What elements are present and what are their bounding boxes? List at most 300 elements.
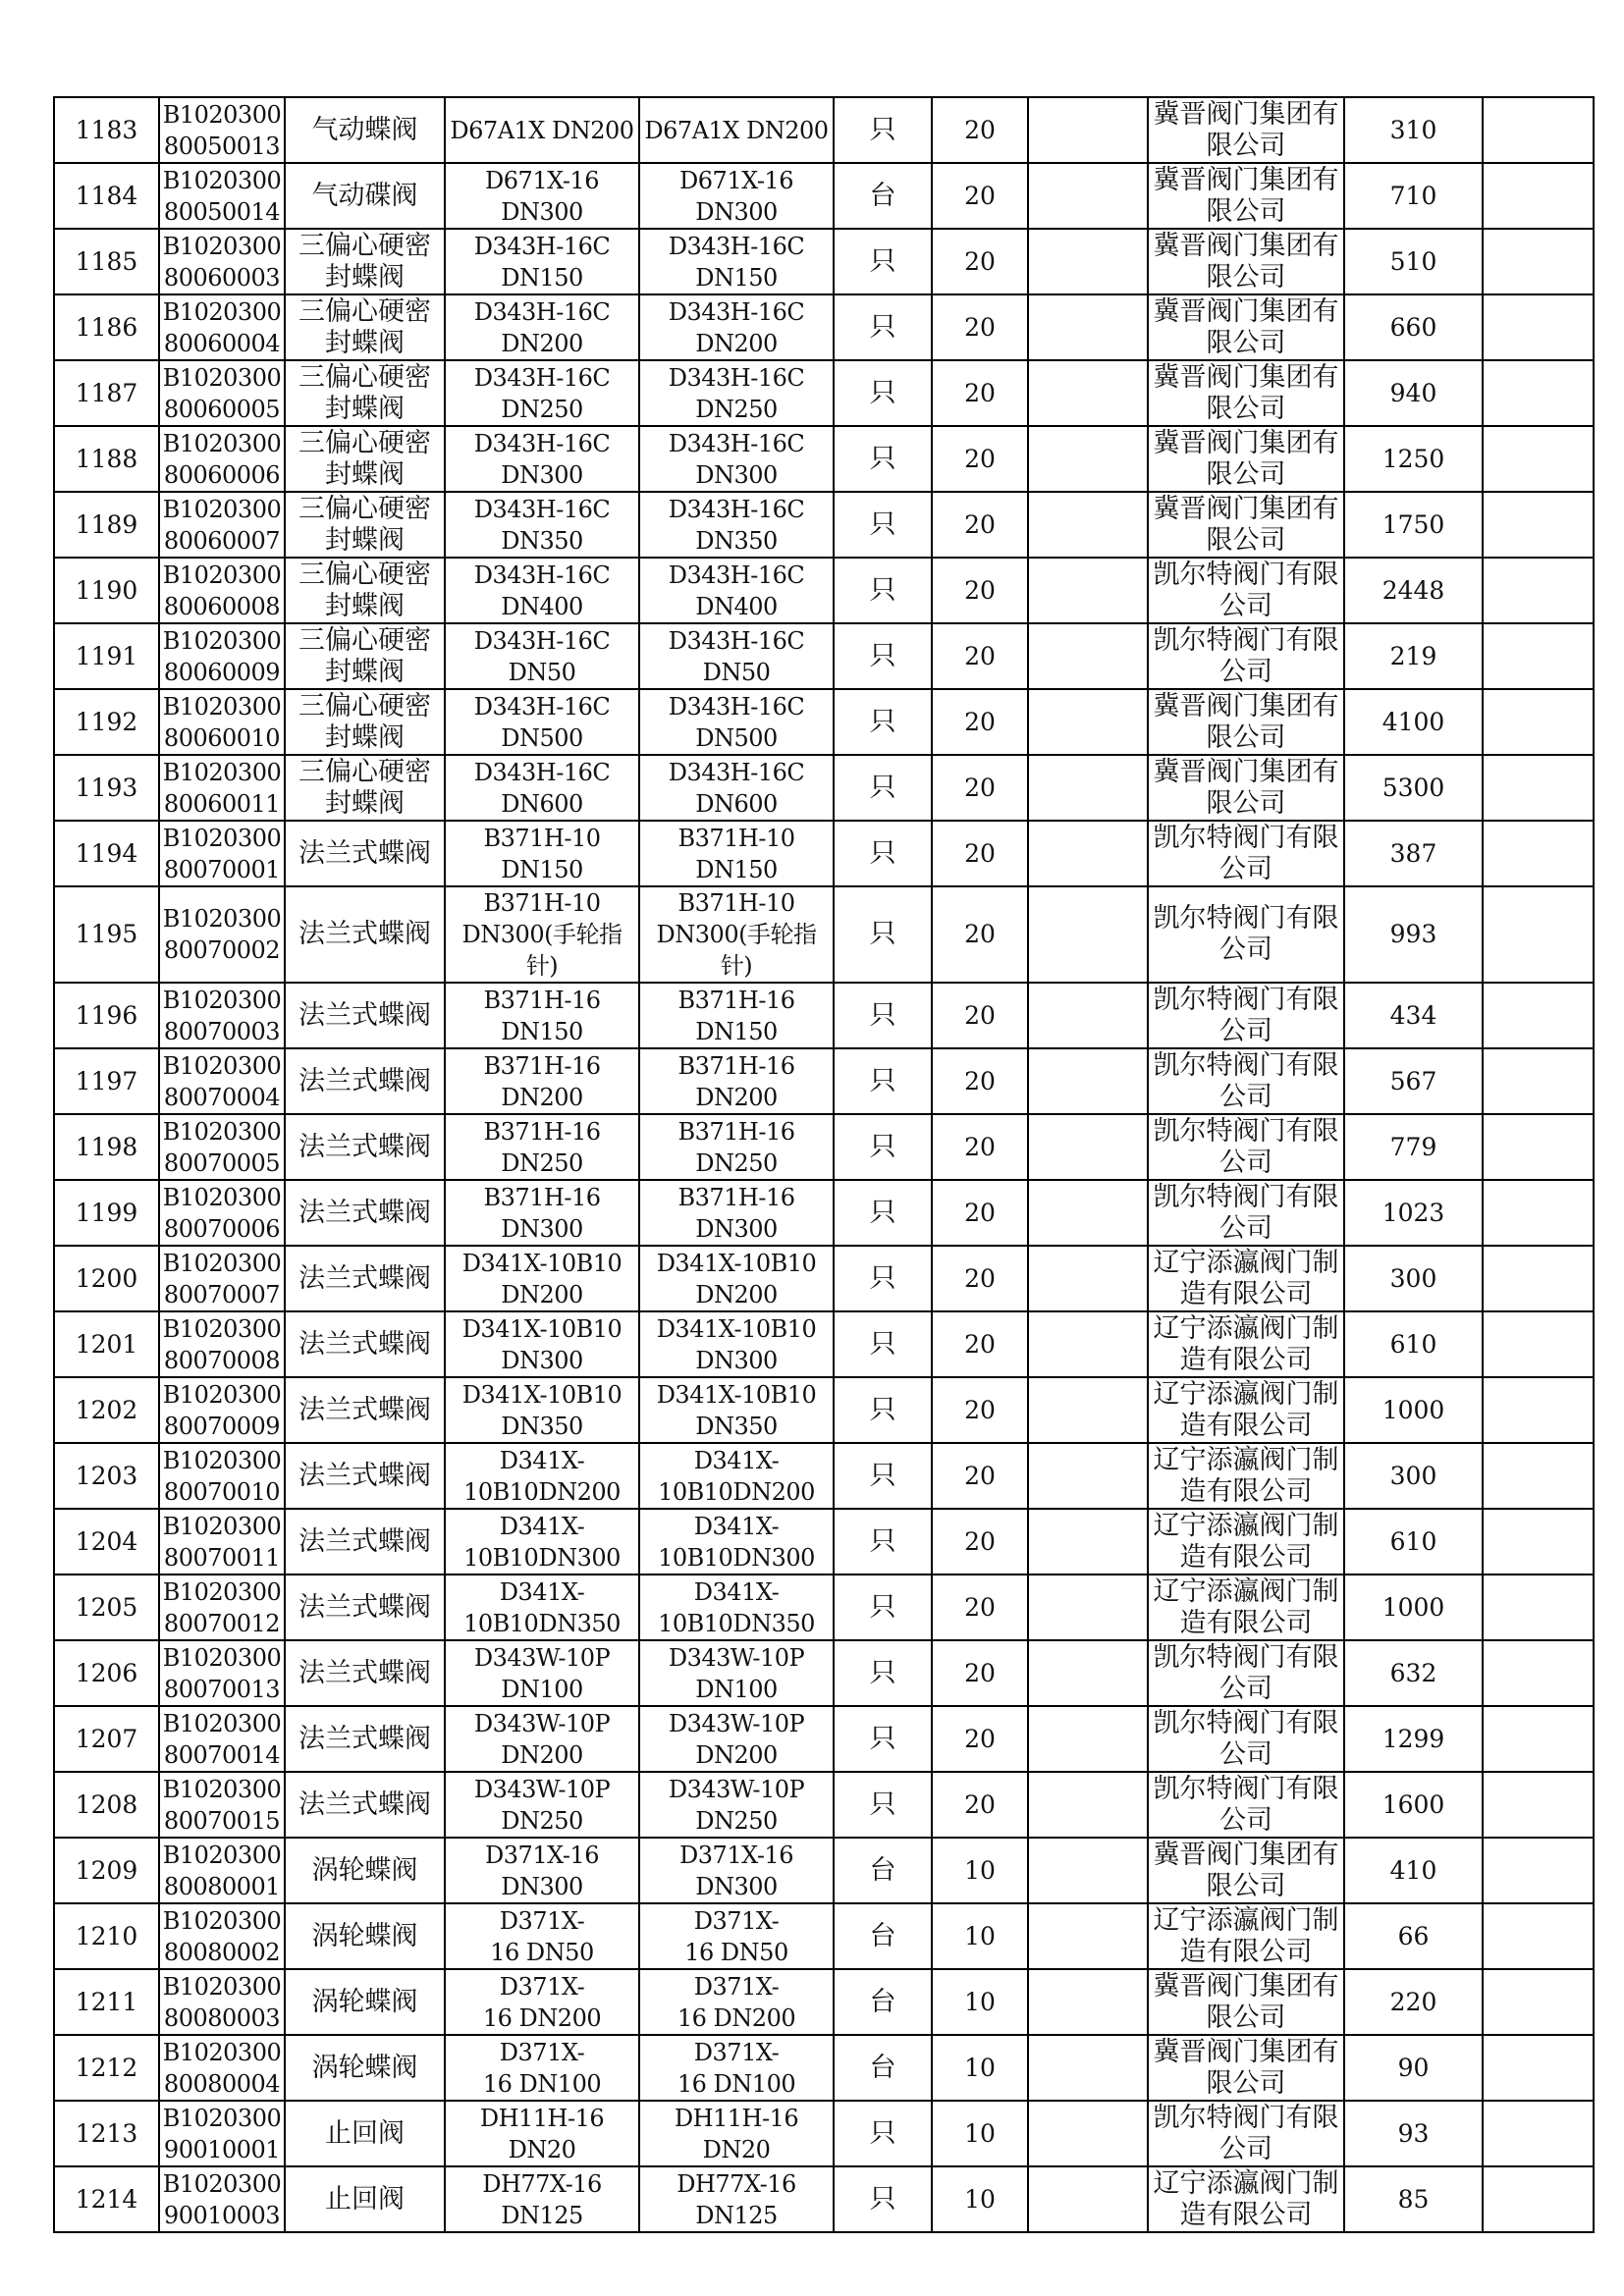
extra-cell [1483, 983, 1594, 1048]
quantity-cell: 20 [932, 426, 1028, 492]
item-name-cell: 三偏心硬密 封蝶阀 [285, 360, 445, 426]
item-name-cell: 法兰式蝶阀 [285, 1640, 445, 1706]
supplier-cell: 辽宁添瀛阀门制 造有限公司 [1148, 1311, 1344, 1377]
item-name-cell: 涡轮蝶阀 [285, 1903, 445, 1969]
extra-cell [1483, 623, 1594, 689]
material-code-cell: B1020300 80050014 [159, 163, 285, 229]
extra-cell [1483, 2035, 1594, 2101]
extra-cell [1483, 1575, 1594, 1640]
table-row [54, 2101, 1594, 2166]
item-name-cell: 三偏心硬密 封蝶阀 [285, 492, 445, 558]
unit-cell: 只 [834, 689, 932, 755]
spec-cell: D371X- 16 DN100 [445, 2035, 639, 2101]
row-number-cell: 1211 [54, 1969, 159, 2035]
table-row [54, 689, 1594, 755]
price-cell: 1250 [1344, 426, 1483, 492]
material-code-cell: B1020300 80070005 [159, 1114, 285, 1180]
supplier-cell: 凯尔特阀门有限 公司 [1148, 1706, 1344, 1772]
note-cell [1028, 689, 1148, 755]
extra-cell [1483, 1246, 1594, 1311]
unit-cell: 只 [834, 426, 932, 492]
unit-cell: 只 [834, 1377, 932, 1443]
material-code-cell: B1020300 80070012 [159, 1575, 285, 1640]
material-code-cell: B1020300 80070015 [159, 1772, 285, 1838]
quantity-cell: 20 [932, 558, 1028, 623]
extra-cell [1483, 229, 1594, 294]
supplier-cell: 冀晋阀门集团有 限公司 [1148, 163, 1344, 229]
unit-cell: 只 [834, 821, 932, 886]
supplier-cell: 冀晋阀门集团有 限公司 [1148, 1969, 1344, 2035]
model-cell: B371H-16 DN150 [639, 983, 834, 1048]
extra-cell [1483, 1640, 1594, 1706]
table-row [54, 1048, 1594, 1114]
extra-cell [1483, 1311, 1594, 1377]
quantity-cell: 20 [932, 689, 1028, 755]
spec-cell: D341X-10B10 DN350 [445, 1377, 639, 1443]
item-name-cell: 气动碟阀 [285, 163, 445, 229]
price-cell: 1299 [1344, 1706, 1483, 1772]
spec-cell: D343H-16C DN200 [445, 294, 639, 360]
table-row [54, 1903, 1594, 1969]
quantity-cell: 20 [932, 229, 1028, 294]
price-cell: 387 [1344, 821, 1483, 886]
material-code-cell: B1020300 80080001 [159, 1838, 285, 1903]
spec-cell: B371H-16 DN250 [445, 1114, 639, 1180]
spec-cell: D67A1X DN200 [445, 97, 639, 163]
table-row [54, 426, 1594, 492]
supplier-cell: 凯尔特阀门有限 公司 [1148, 1048, 1344, 1114]
supplier-cell: 冀晋阀门集团有 限公司 [1148, 2035, 1344, 2101]
unit-cell: 只 [834, 1706, 932, 1772]
row-number-cell: 1204 [54, 1509, 159, 1575]
extra-cell [1483, 294, 1594, 360]
note-cell [1028, 1048, 1148, 1114]
table-row [54, 1311, 1594, 1377]
material-code-cell: B1020300 80060007 [159, 492, 285, 558]
supplier-cell: 辽宁添瀛阀门制 造有限公司 [1148, 1443, 1344, 1509]
row-number-cell: 1188 [54, 426, 159, 492]
table-row [54, 821, 1594, 886]
model-cell: D371X-16 DN300 [639, 1838, 834, 1903]
unit-cell: 台 [834, 1838, 932, 1903]
item-name-cell: 法兰式蝶阀 [285, 1180, 445, 1246]
price-cell: 940 [1344, 360, 1483, 426]
item-name-cell: 法兰式蝶阀 [285, 1443, 445, 1509]
quantity-cell: 20 [932, 1246, 1028, 1311]
price-cell: 710 [1344, 163, 1483, 229]
price-cell: 779 [1344, 1114, 1483, 1180]
extra-cell [1483, 1772, 1594, 1838]
extra-cell [1483, 1180, 1594, 1246]
extra-cell [1483, 1377, 1594, 1443]
quantity-cell: 20 [932, 1180, 1028, 1246]
table-row [54, 1969, 1594, 2035]
table-row [54, 1772, 1594, 1838]
note-cell [1028, 821, 1148, 886]
extra-cell [1483, 492, 1594, 558]
model-cell: D343W-10P DN100 [639, 1640, 834, 1706]
unit-cell: 只 [834, 2101, 932, 2166]
item-name-cell: 三偏心硬密 封蝶阀 [285, 623, 445, 689]
spec-cell: D343H-16C DN350 [445, 492, 639, 558]
price-cell: 66 [1344, 1903, 1483, 1969]
row-number-cell: 1195 [54, 886, 159, 983]
extra-cell [1483, 1838, 1594, 1903]
material-code-cell: B1020300 80060010 [159, 689, 285, 755]
material-code-cell: B1020300 80060008 [159, 558, 285, 623]
extra-cell [1483, 2101, 1594, 2166]
quantity-cell: 20 [932, 755, 1028, 821]
item-name-cell: 三偏心硬密 封蝶阀 [285, 755, 445, 821]
extra-cell [1483, 97, 1594, 163]
note-cell [1028, 1377, 1148, 1443]
price-cell: 610 [1344, 1311, 1483, 1377]
quantity-cell: 10 [932, 2101, 1028, 2166]
item-name-cell: 三偏心硬密 封蝶阀 [285, 426, 445, 492]
spec-cell: D343H-16C DN300 [445, 426, 639, 492]
quantity-cell: 20 [932, 1114, 1028, 1180]
material-code-cell: B1020300 80080003 [159, 1969, 285, 2035]
model-cell: DH77X-16 DN125 [639, 2166, 834, 2232]
model-cell: D67A1X DN200 [639, 97, 834, 163]
quantity-cell: 20 [932, 1706, 1028, 1772]
unit-cell: 只 [834, 1575, 932, 1640]
item-name-cell: 三偏心硬密 封蝶阀 [285, 229, 445, 294]
material-code-cell: B1020300 80060004 [159, 294, 285, 360]
supplier-cell: 辽宁添瀛阀门制 造有限公司 [1148, 1903, 1344, 1969]
quantity-cell: 20 [932, 1443, 1028, 1509]
item-name-cell: 止回阀 [285, 2101, 445, 2166]
quantity-cell: 20 [932, 492, 1028, 558]
material-code-cell: B1020300 80070002 [159, 886, 285, 983]
quantity-cell: 20 [932, 1772, 1028, 1838]
material-code-cell: B1020300 80060009 [159, 623, 285, 689]
note-cell [1028, 558, 1148, 623]
model-cell: D341X-10B10 DN350 [639, 1377, 834, 1443]
note-cell [1028, 1640, 1148, 1706]
quantity-cell: 20 [932, 886, 1028, 983]
row-number-cell: 1183 [54, 97, 159, 163]
table-row [54, 2166, 1594, 2232]
spec-cell: D341X- 10B10DN200 [445, 1443, 639, 1509]
material-code-cell: B1020300 80070009 [159, 1377, 285, 1443]
item-name-cell: 法兰式蝶阀 [285, 886, 445, 983]
table-row [54, 558, 1594, 623]
row-number-cell: 1186 [54, 294, 159, 360]
supplier-cell: 冀晋阀门集团有 限公司 [1148, 294, 1344, 360]
item-name-cell: 止回阀 [285, 2166, 445, 2232]
material-code-cell: B1020300 90010003 [159, 2166, 285, 2232]
unit-cell: 只 [834, 1640, 932, 1706]
material-code-cell: B1020300 80070011 [159, 1509, 285, 1575]
price-cell: 2448 [1344, 558, 1483, 623]
price-cell: 1750 [1344, 492, 1483, 558]
price-cell: 567 [1344, 1048, 1483, 1114]
price-cell: 90 [1344, 2035, 1483, 2101]
price-cell: 310 [1344, 97, 1483, 163]
supplier-cell: 辽宁添瀛阀门制 造有限公司 [1148, 1575, 1344, 1640]
price-cell: 85 [1344, 2166, 1483, 2232]
supplier-cell: 冀晋阀门集团有 限公司 [1148, 426, 1344, 492]
row-number-cell: 1200 [54, 1246, 159, 1311]
spec-cell: D343W-10P DN100 [445, 1640, 639, 1706]
note-cell [1028, 1772, 1148, 1838]
model-cell: D341X- 10B10DN200 [639, 1443, 834, 1509]
price-cell: 1000 [1344, 1377, 1483, 1443]
price-cell: 1000 [1344, 1575, 1483, 1640]
note-cell [1028, 426, 1148, 492]
row-number-cell: 1203 [54, 1443, 159, 1509]
item-name-cell: 法兰式蝶阀 [285, 1706, 445, 1772]
note-cell [1028, 1575, 1148, 1640]
model-cell: D341X- 10B10DN300 [639, 1509, 834, 1575]
unit-cell: 只 [834, 1509, 932, 1575]
supplier-cell: 辽宁添瀛阀门制 造有限公司 [1148, 2166, 1344, 2232]
supplier-cell: 冀晋阀门集团有 限公司 [1148, 492, 1344, 558]
spec-cell: D341X-10B10 DN200 [445, 1246, 639, 1311]
model-cell: D343H-16C DN250 [639, 360, 834, 426]
table-row [54, 1246, 1594, 1311]
row-number-cell: 1201 [54, 1311, 159, 1377]
spec-cell: D371X-16 DN300 [445, 1838, 639, 1903]
item-name-cell: 法兰式蝶阀 [285, 821, 445, 886]
unit-cell: 只 [834, 755, 932, 821]
material-code-cell: B1020300 80070003 [159, 983, 285, 1048]
row-number-cell: 1207 [54, 1706, 159, 1772]
note-cell [1028, 1311, 1148, 1377]
extra-cell [1483, 689, 1594, 755]
material-code-cell: B1020300 80070014 [159, 1706, 285, 1772]
supplier-cell: 辽宁添瀛阀门制 造有限公司 [1148, 1509, 1344, 1575]
note-cell [1028, 1114, 1148, 1180]
supplier-cell: 冀晋阀门集团有 限公司 [1148, 229, 1344, 294]
material-code-cell: B1020300 80070010 [159, 1443, 285, 1509]
unit-cell: 只 [834, 1772, 932, 1838]
unit-cell: 台 [834, 163, 932, 229]
row-number-cell: 1189 [54, 492, 159, 558]
note-cell [1028, 163, 1148, 229]
model-cell: D343H-16C DN350 [639, 492, 834, 558]
row-number-cell: 1185 [54, 229, 159, 294]
quantity-cell: 10 [932, 1969, 1028, 2035]
extra-cell [1483, 755, 1594, 821]
material-code-cell: B1020300 80080004 [159, 2035, 285, 2101]
table-row [54, 983, 1594, 1048]
supplier-cell: 冀晋阀门集团有 限公司 [1148, 97, 1344, 163]
material-code-cell: B1020300 80060005 [159, 360, 285, 426]
supplier-cell: 冀晋阀门集团有 限公司 [1148, 689, 1344, 755]
spec-cell: D371X- 16 DN50 [445, 1903, 639, 1969]
item-name-cell: 三偏心硬密 封蝶阀 [285, 558, 445, 623]
price-cell: 300 [1344, 1443, 1483, 1509]
unit-cell: 台 [834, 2035, 932, 2101]
note-cell [1028, 1443, 1148, 1509]
spec-cell: D343W-10P DN200 [445, 1706, 639, 1772]
quantity-cell: 20 [932, 294, 1028, 360]
spec-cell: D371X- 16 DN200 [445, 1969, 639, 2035]
supplier-cell: 冀晋阀门集团有 限公司 [1148, 360, 1344, 426]
unit-cell: 只 [834, 1246, 932, 1311]
material-code-cell: B1020300 80070006 [159, 1180, 285, 1246]
table-row [54, 623, 1594, 689]
material-code-cell: B1020300 80060003 [159, 229, 285, 294]
supplier-cell: 辽宁添瀛阀门制 造有限公司 [1148, 1246, 1344, 1311]
quantity-cell: 10 [932, 2035, 1028, 2101]
price-cell: 993 [1344, 886, 1483, 983]
unit-cell: 只 [834, 623, 932, 689]
extra-cell [1483, 1509, 1594, 1575]
note-cell [1028, 1246, 1148, 1311]
price-cell: 4100 [1344, 689, 1483, 755]
extra-cell [1483, 1048, 1594, 1114]
price-cell: 434 [1344, 983, 1483, 1048]
unit-cell: 只 [834, 2166, 932, 2232]
note-cell [1028, 492, 1148, 558]
table-row [54, 492, 1594, 558]
unit-cell: 只 [834, 1180, 932, 1246]
extra-cell [1483, 1114, 1594, 1180]
material-code-cell: B1020300 80070007 [159, 1246, 285, 1311]
spec-cell: D343H-16C DN400 [445, 558, 639, 623]
note-cell [1028, 1969, 1148, 2035]
spec-cell: B371H-10 DN150 [445, 821, 639, 886]
note-cell [1028, 623, 1148, 689]
spec-cell: B371H-16 DN200 [445, 1048, 639, 1114]
note-cell [1028, 755, 1148, 821]
table-row [54, 755, 1594, 821]
supplier-cell: 凯尔特阀门有限 公司 [1148, 2101, 1344, 2166]
row-number-cell: 1193 [54, 755, 159, 821]
item-name-cell: 三偏心硬密 封蝶阀 [285, 689, 445, 755]
price-cell: 93 [1344, 2101, 1483, 2166]
material-code-cell: B1020300 80070008 [159, 1311, 285, 1377]
extra-cell [1483, 558, 1594, 623]
supplier-cell: 凯尔特阀门有限 公司 [1148, 1114, 1344, 1180]
quantity-cell: 10 [932, 1903, 1028, 1969]
table-row [54, 886, 1594, 983]
spec-cell: B371H-10 DN300(手轮指 针) [445, 886, 639, 983]
material-code-cell: B1020300 80070013 [159, 1640, 285, 1706]
valve-price-table [53, 96, 1595, 2233]
material-code-cell: B1020300 90010001 [159, 2101, 285, 2166]
row-number-cell: 1187 [54, 360, 159, 426]
spec-cell: D343H-16C DN50 [445, 623, 639, 689]
price-cell: 1600 [1344, 1772, 1483, 1838]
row-number-cell: 1196 [54, 983, 159, 1048]
item-name-cell: 涡轮蝶阀 [285, 1838, 445, 1903]
quantity-cell: 20 [932, 1048, 1028, 1114]
material-code-cell: B1020300 80060011 [159, 755, 285, 821]
row-number-cell: 1208 [54, 1772, 159, 1838]
note-cell [1028, 294, 1148, 360]
extra-cell [1483, 2166, 1594, 2232]
unit-cell: 只 [834, 983, 932, 1048]
item-name-cell: 三偏心硬密 封蝶阀 [285, 294, 445, 360]
row-number-cell: 1206 [54, 1640, 159, 1706]
table-row [54, 1377, 1594, 1443]
table-body [54, 97, 1594, 2232]
extra-cell [1483, 1969, 1594, 2035]
unit-cell: 只 [834, 229, 932, 294]
model-cell: B371H-16 DN250 [639, 1114, 834, 1180]
spec-cell: B371H-16 DN150 [445, 983, 639, 1048]
unit-cell: 只 [834, 360, 932, 426]
row-number-cell: 1191 [54, 623, 159, 689]
note-cell [1028, 97, 1148, 163]
material-code-cell: B1020300 80080002 [159, 1903, 285, 1969]
extra-cell [1483, 426, 1594, 492]
spec-cell: D343H-16C DN150 [445, 229, 639, 294]
model-cell: B371H-16 DN300 [639, 1180, 834, 1246]
supplier-cell: 辽宁添瀛阀门制 造有限公司 [1148, 1377, 1344, 1443]
unit-cell: 只 [834, 492, 932, 558]
table-row [54, 1575, 1594, 1640]
supplier-cell: 凯尔特阀门有限 公司 [1148, 886, 1344, 983]
note-cell [1028, 1180, 1148, 1246]
supplier-cell: 凯尔特阀门有限 公司 [1148, 1640, 1344, 1706]
model-cell: D343H-16C DN200 [639, 294, 834, 360]
quantity-cell: 20 [932, 97, 1028, 163]
model-cell: D671X-16 DN300 [639, 163, 834, 229]
table-row [54, 163, 1594, 229]
unit-cell: 只 [834, 294, 932, 360]
spec-cell: D341X-10B10 DN300 [445, 1311, 639, 1377]
quantity-cell: 20 [932, 163, 1028, 229]
row-number-cell: 1205 [54, 1575, 159, 1640]
table-row [54, 229, 1594, 294]
model-cell: D343W-10P DN250 [639, 1772, 834, 1838]
row-number-cell: 1199 [54, 1180, 159, 1246]
supplier-cell: 凯尔特阀门有限 公司 [1148, 623, 1344, 689]
unit-cell: 只 [834, 97, 932, 163]
extra-cell [1483, 1443, 1594, 1509]
spec-cell: D343H-16C DN250 [445, 360, 639, 426]
item-name-cell: 法兰式蝶阀 [285, 1772, 445, 1838]
extra-cell [1483, 821, 1594, 886]
model-cell: D343H-16C DN50 [639, 623, 834, 689]
spec-cell: D343H-16C DN500 [445, 689, 639, 755]
extra-cell [1483, 163, 1594, 229]
unit-cell: 只 [834, 1311, 932, 1377]
row-number-cell: 1184 [54, 163, 159, 229]
quantity-cell: 20 [932, 1575, 1028, 1640]
spec-cell: D671X-16 DN300 [445, 163, 639, 229]
unit-cell: 台 [834, 1969, 932, 2035]
quantity-cell: 20 [932, 1311, 1028, 1377]
model-cell: D341X-10B10 DN200 [639, 1246, 834, 1311]
table-row [54, 1838, 1594, 1903]
quantity-cell: 20 [932, 1640, 1028, 1706]
spec-cell: D343W-10P DN250 [445, 1772, 639, 1838]
item-name-cell: 法兰式蝶阀 [285, 1114, 445, 1180]
model-cell: D343H-16C DN150 [639, 229, 834, 294]
model-cell: DH11H-16 DN20 [639, 2101, 834, 2166]
price-cell: 632 [1344, 1640, 1483, 1706]
model-cell: D341X-10B10 DN300 [639, 1311, 834, 1377]
model-cell: D343H-16C DN400 [639, 558, 834, 623]
quantity-cell: 20 [932, 1377, 1028, 1443]
price-cell: 660 [1344, 294, 1483, 360]
model-cell: B371H-10 DN150 [639, 821, 834, 886]
row-number-cell: 1210 [54, 1903, 159, 1969]
note-cell [1028, 886, 1148, 983]
table-row [54, 1640, 1594, 1706]
item-name-cell: 法兰式蝶阀 [285, 983, 445, 1048]
model-cell: B371H-16 DN200 [639, 1048, 834, 1114]
item-name-cell: 法兰式蝶阀 [285, 1509, 445, 1575]
material-code-cell: B1020300 80070001 [159, 821, 285, 886]
note-cell [1028, 360, 1148, 426]
